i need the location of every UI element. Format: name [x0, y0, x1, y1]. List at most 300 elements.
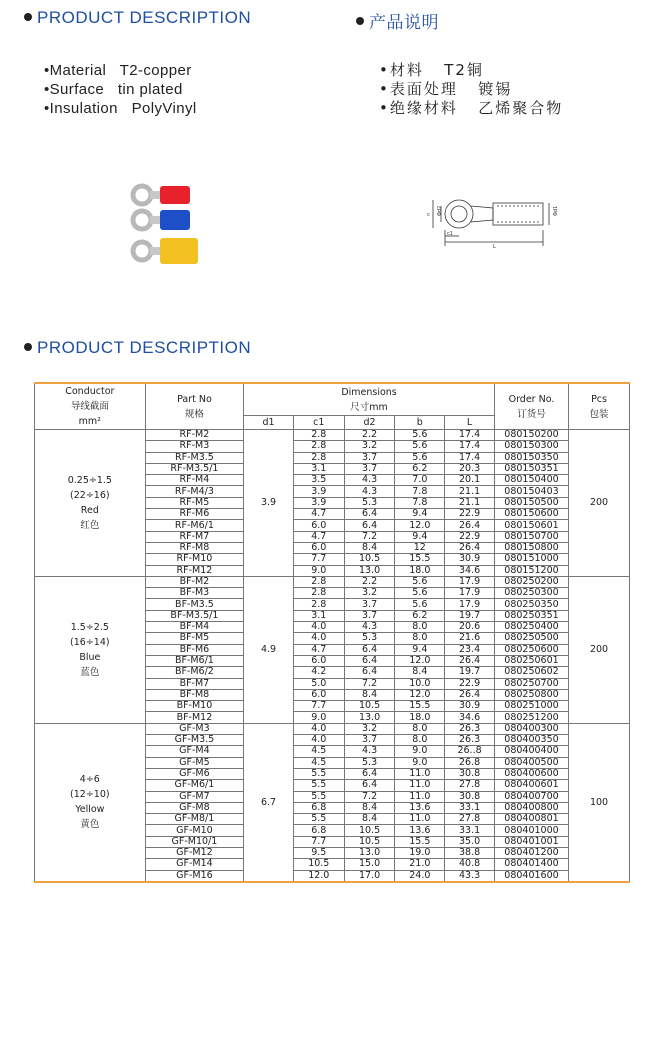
- b-cell: 5.6: [395, 576, 445, 587]
- header-pcs-en: Pcs: [591, 393, 607, 405]
- l-cell: 17.9: [445, 599, 495, 610]
- b-cell: 12.0: [395, 689, 445, 700]
- order-no-cell: 080251000: [494, 701, 568, 712]
- part-no-cell: GF-M10: [145, 825, 243, 836]
- part-no-cell: GF-M8: [145, 802, 243, 813]
- bullet-icon: [24, 13, 32, 21]
- conductor-range: 4÷6: [79, 774, 100, 786]
- b-cell: 12: [395, 542, 445, 553]
- c1-cell: 7.7: [293, 701, 344, 712]
- conductor-range: 0.25÷1.5: [67, 474, 112, 486]
- l-cell: 17.4: [445, 430, 495, 441]
- part-no-cell: BF-M12: [145, 712, 243, 723]
- order-no-cell: 080400601: [494, 780, 568, 791]
- l-cell: 30.9: [445, 554, 495, 565]
- spec-en-item: [44, 61, 197, 80]
- order-no-cell: 080401600: [494, 870, 568, 882]
- order-no-cell: 080250700: [494, 678, 568, 689]
- b-cell: 13.6: [395, 802, 445, 813]
- c1-cell: 5.5: [293, 780, 344, 791]
- conductor-color-cn: 红色: [80, 519, 100, 531]
- c1-cell: 6.0: [293, 542, 344, 553]
- l-cell: 27.8: [445, 780, 495, 791]
- spec-en-item: [44, 99, 197, 118]
- c1-cell: 4.7: [293, 644, 344, 655]
- l-cell: 38.8: [445, 847, 495, 858]
- l-cell: 26.3: [445, 723, 495, 734]
- ring-terminal-ring: [133, 242, 151, 260]
- spec-cn-label: 材料: [389, 61, 424, 79]
- order-no-cell: 080150400: [494, 475, 568, 486]
- part-no-cell: GF-M12: [145, 847, 243, 858]
- pcs-cell: 200: [569, 576, 630, 723]
- l-cell: 34.6: [445, 565, 495, 576]
- d2-cell: 17.0: [344, 870, 395, 882]
- order-no-cell: 080250300: [494, 588, 568, 599]
- order-no-cell: 080400350: [494, 735, 568, 746]
- c1-cell: 4.0: [293, 735, 344, 746]
- d2-cell: 8.4: [344, 814, 395, 825]
- conductor-awg: (22÷16): [70, 489, 110, 501]
- part-no-cell: RF-M7: [145, 531, 243, 542]
- header-conductor-unit: mm²: [78, 416, 101, 427]
- part-no-cell: BF-M8: [145, 689, 243, 700]
- order-no-cell: 080150300: [494, 441, 568, 452]
- header-order-cn: 订货号: [517, 408, 546, 420]
- c1-cell: 2.8: [293, 576, 344, 587]
- heading-text-2: PRODUCT DESCRIPTION: [37, 338, 252, 357]
- l-cell: 26.4: [445, 542, 495, 553]
- l-cell: 20.3: [445, 463, 495, 474]
- l-cell: 22.9: [445, 678, 495, 689]
- b-cell: 18.0: [395, 712, 445, 723]
- l-cell: 21.6: [445, 633, 495, 644]
- order-no-cell: 080150700: [494, 531, 568, 542]
- d2-cell: 8.4: [344, 542, 395, 553]
- d2-cell: 3.2: [344, 723, 395, 734]
- d2-cell: 5.3: [344, 633, 395, 644]
- label-d1: Φd1: [553, 205, 559, 216]
- l-cell: 27.8: [445, 814, 495, 825]
- d2-cell: 2.2: [344, 430, 395, 441]
- part-no-cell: BF-M3: [145, 588, 243, 599]
- order-no-cell: 080400400: [494, 746, 568, 757]
- ring-terminal-sleeve: [160, 238, 198, 264]
- table-row: [35, 430, 630, 441]
- specs-list-en: [44, 61, 197, 118]
- part-no-cell: RF-M5: [145, 497, 243, 508]
- b-cell: 19.0: [395, 847, 445, 858]
- part-no-cell: RF-M3.5: [145, 452, 243, 463]
- l-cell: 33.1: [445, 825, 495, 836]
- order-no-cell: 080401400: [494, 859, 568, 870]
- spec-cn-value: 乙烯聚合物: [478, 99, 564, 117]
- spec-cn-value: 镀锡: [478, 80, 513, 98]
- header-order-en: Order No.: [508, 393, 555, 405]
- b-cell: 5.6: [395, 588, 445, 599]
- c1-cell: 9.5: [293, 847, 344, 858]
- spec-cn-value: T2铜: [444, 61, 484, 79]
- c1-cell: 2.8: [293, 599, 344, 610]
- order-no-cell: 080150600: [494, 509, 568, 520]
- d2-cell: 6.4: [344, 655, 395, 666]
- conductor-cell: [35, 430, 146, 577]
- c1-cell: 4.0: [293, 723, 344, 734]
- d1-cell: 4.9: [244, 576, 294, 723]
- heading-text: PRODUCT DESCRIPTION: [37, 8, 252, 27]
- table-row: [35, 576, 630, 587]
- d2-cell: 3.7: [344, 599, 395, 610]
- d2-cell: 13.0: [344, 565, 395, 576]
- part-no-cell: BF-M3.5: [145, 599, 243, 610]
- part-no-cell: BF-M10: [145, 701, 243, 712]
- label-c1: c1: [447, 231, 453, 237]
- d2-cell: 6.4: [344, 768, 395, 779]
- d2-cell: 13.0: [344, 847, 395, 858]
- d2-cell: 5.3: [344, 497, 395, 508]
- d2-cell: 3.2: [344, 588, 395, 599]
- header-c1: c1: [293, 416, 344, 430]
- d2-cell: 3.7: [344, 610, 395, 621]
- order-no-cell: 080150800: [494, 542, 568, 553]
- ring-hole: [451, 206, 467, 222]
- spec-cn-label: 表面处理: [389, 80, 458, 98]
- c1-cell: 5.0: [293, 678, 344, 689]
- product-description-heading-cn: [356, 8, 439, 33]
- l-cell: 26.4: [445, 689, 495, 700]
- part-no-cell: GF-M8/1: [145, 814, 243, 825]
- c1-cell: 4.0: [293, 622, 344, 633]
- ring-outline: [445, 200, 473, 228]
- b-cell: 15.5: [395, 701, 445, 712]
- conductor-color-en: Blue: [79, 651, 101, 663]
- part-no-cell: GF-M3: [145, 723, 243, 734]
- d2-cell: 7.2: [344, 531, 395, 542]
- order-no-cell: 080150500: [494, 497, 568, 508]
- part-no-cell: GF-M4: [145, 746, 243, 757]
- c1-cell: 5.5: [293, 768, 344, 779]
- b-cell: 5.6: [395, 441, 445, 452]
- b-cell: 15.5: [395, 836, 445, 847]
- c1-cell: 7.7: [293, 554, 344, 565]
- c1-cell: 4.7: [293, 509, 344, 520]
- l-cell: 21.1: [445, 497, 495, 508]
- part-no-cell: GF-M5: [145, 757, 243, 768]
- b-cell: 12.0: [395, 520, 445, 531]
- d1-cell: 6.7: [244, 723, 294, 881]
- label-d2: Φd2: [437, 205, 443, 216]
- l-cell: 26.8: [445, 757, 495, 768]
- header-dimensions-en: Dimensions: [341, 386, 397, 398]
- d2-cell: 4.3: [344, 622, 395, 633]
- header-b: b: [395, 416, 445, 430]
- d2-cell: 10.5: [344, 701, 395, 712]
- d2-cell: 10.5: [344, 825, 395, 836]
- l-cell: 20.1: [445, 475, 495, 486]
- d2-cell: 3.7: [344, 463, 395, 474]
- ring-terminal-sleeve: [160, 186, 190, 204]
- c1-cell: 12.0: [293, 870, 344, 882]
- ring-terminals-photo: [128, 183, 208, 273]
- c1-cell: 3.1: [293, 463, 344, 474]
- c1-cell: 9.0: [293, 712, 344, 723]
- l-cell: 20.6: [445, 622, 495, 633]
- order-no-cell: 080400500: [494, 757, 568, 768]
- header-dimensions: [244, 383, 495, 416]
- part-no-cell: BF-M6/1: [145, 655, 243, 666]
- b-cell: 9.4: [395, 531, 445, 542]
- part-no-cell: BF-M6: [145, 644, 243, 655]
- order-no-cell: 080401200: [494, 847, 568, 858]
- header-part: [145, 383, 243, 430]
- b-cell: 11.0: [395, 791, 445, 802]
- bullet-icon: [356, 17, 364, 25]
- order-no-cell: 080150351: [494, 463, 568, 474]
- b-cell: 13.6: [395, 825, 445, 836]
- ring-terminal-2: [133, 238, 198, 264]
- l-cell: 21.1: [445, 486, 495, 497]
- b-cell: 8.0: [395, 723, 445, 734]
- label-c: c: [427, 212, 430, 218]
- l-cell: 17.4: [445, 452, 495, 463]
- d2-cell: 3.7: [344, 735, 395, 746]
- c1-cell: 3.9: [293, 486, 344, 497]
- header-part-cn: 规格: [184, 408, 204, 420]
- part-no-cell: GF-M6/1: [145, 780, 243, 791]
- d2-cell: 10.5: [344, 836, 395, 847]
- d2-cell: 6.4: [344, 644, 395, 655]
- order-no-cell: 080250601: [494, 655, 568, 666]
- part-no-cell: BF-M5: [145, 633, 243, 644]
- part-no-cell: RF-M6/1: [145, 520, 243, 531]
- part-no-cell: BF-M3.5/1: [145, 610, 243, 621]
- c1-cell: 7.7: [293, 836, 344, 847]
- c1-cell: 2.8: [293, 452, 344, 463]
- order-no-cell: 080250600: [494, 644, 568, 655]
- header-d2: d2: [344, 416, 395, 430]
- header-pcs: [569, 383, 630, 430]
- b-cell: 5.6: [395, 452, 445, 463]
- d2-cell: 4.3: [344, 486, 395, 497]
- b-cell: 11.0: [395, 780, 445, 791]
- order-no-cell: 080250351: [494, 610, 568, 621]
- d2-cell: 13.0: [344, 712, 395, 723]
- c1-cell: 3.5: [293, 475, 344, 486]
- spec-cn-item: [379, 80, 563, 99]
- b-cell: 5.6: [395, 599, 445, 610]
- part-no-cell: GF-M14: [145, 859, 243, 870]
- d2-cell: 5.3: [344, 757, 395, 768]
- order-no-cell: 080400600: [494, 768, 568, 779]
- b-cell: 9.0: [395, 757, 445, 768]
- part-no-cell: RF-M10: [145, 554, 243, 565]
- l-cell: 26.4: [445, 655, 495, 666]
- b-cell: 8.0: [395, 622, 445, 633]
- label-l: L: [493, 244, 496, 250]
- d2-cell: 6.4: [344, 520, 395, 531]
- order-no-cell: 080250400: [494, 622, 568, 633]
- d2-cell: 15.0: [344, 859, 395, 870]
- part-no-cell: GF-M16: [145, 870, 243, 882]
- header-order: [494, 383, 568, 430]
- header-conductor-cn: 导线截面: [70, 401, 109, 412]
- spec-en-value: tin plated: [117, 81, 183, 98]
- order-no-cell: 080150200: [494, 430, 568, 441]
- conductor-cell: [35, 723, 146, 881]
- part-no-cell: RF-M4/3: [145, 486, 243, 497]
- d2-cell: 10.5: [344, 554, 395, 565]
- conductor-color-en: Yellow: [75, 804, 105, 816]
- ring-terminal-1: [133, 210, 190, 230]
- header-conductor: [35, 383, 146, 430]
- b-cell: 9.0: [395, 746, 445, 757]
- specs-list-cn: [379, 61, 563, 118]
- order-no-cell: 080251200: [494, 712, 568, 723]
- d2-cell: 4.3: [344, 475, 395, 486]
- part-no-cell: RF-M6: [145, 509, 243, 520]
- d2-cell: 4.3: [344, 746, 395, 757]
- table-row: [35, 723, 630, 734]
- l-cell: 26..8: [445, 746, 495, 757]
- b-cell: 6.2: [395, 463, 445, 474]
- l-cell: 35.0: [445, 836, 495, 847]
- order-no-cell: 080401001: [494, 836, 568, 847]
- d2-cell: 6.4: [344, 509, 395, 520]
- part-no-cell: RF-M12: [145, 565, 243, 576]
- l-cell: 30.8: [445, 791, 495, 802]
- l-cell: 22.9: [445, 531, 495, 542]
- d2-cell: 2.2: [344, 576, 395, 587]
- l-cell: 43.3: [445, 870, 495, 882]
- c1-cell: 5.5: [293, 791, 344, 802]
- c1-cell: 3.1: [293, 610, 344, 621]
- dimensions-table: [34, 382, 630, 883]
- b-cell: 7.8: [395, 486, 445, 497]
- spec-cn-item: [379, 61, 563, 80]
- heading-text-cn: 产品说明: [369, 13, 439, 33]
- part-no-cell: RF-M3: [145, 441, 243, 452]
- b-cell: 18.0: [395, 565, 445, 576]
- b-cell: 12.0: [395, 655, 445, 666]
- spec-en-label: Insulation: [49, 100, 118, 117]
- b-cell: 8.4: [395, 667, 445, 678]
- l-cell: 17.9: [445, 588, 495, 599]
- header-pcs-cn: 包装: [589, 408, 609, 420]
- order-no-cell: 080401000: [494, 825, 568, 836]
- part-no-cell: BF-M6/2: [145, 667, 243, 678]
- spec-en-value: PolyVinyl: [131, 100, 197, 117]
- c1-cell: 5.5: [293, 814, 344, 825]
- b-cell: 21.0: [395, 859, 445, 870]
- conductor-awg: (12÷10): [70, 789, 110, 801]
- b-cell: 8.0: [395, 633, 445, 644]
- b-cell: 10.0: [395, 678, 445, 689]
- header-conductor-en: Conductor: [65, 386, 115, 397]
- spec-en-value: T2-copper: [119, 62, 192, 79]
- order-no-cell: 080150350: [494, 452, 568, 463]
- ring-terminal-0: [133, 186, 190, 204]
- ring-terminal-ring: [133, 211, 151, 229]
- order-no-cell: 080250800: [494, 689, 568, 700]
- d2-cell: 8.4: [344, 689, 395, 700]
- l-cell: 30.9: [445, 701, 495, 712]
- b-cell: 8.0: [395, 735, 445, 746]
- l-cell: 26.3: [445, 735, 495, 746]
- order-no-cell: 080250350: [494, 599, 568, 610]
- c1-cell: 4.5: [293, 746, 344, 757]
- b-cell: 7.8: [395, 497, 445, 508]
- c1-cell: 4.5: [293, 757, 344, 768]
- d1-cell: 3.9: [244, 430, 294, 577]
- spec-en-label: Material: [49, 62, 107, 79]
- conductor-color-cn: 蓝色: [80, 666, 100, 678]
- c1-cell: 3.9: [293, 497, 344, 508]
- c1-cell: 6.0: [293, 689, 344, 700]
- d2-cell: 3.2: [344, 441, 395, 452]
- header-l: L: [445, 416, 495, 430]
- c1-cell: 2.8: [293, 430, 344, 441]
- c1-cell: 6.8: [293, 802, 344, 813]
- c1-cell: 4.0: [293, 633, 344, 644]
- neck-outline: [471, 206, 493, 222]
- order-no-cell: 080250500: [494, 633, 568, 644]
- b-cell: 24.0: [395, 870, 445, 882]
- c1-cell: 6.0: [293, 655, 344, 666]
- b-cell: 5.6: [395, 430, 445, 441]
- b-cell: 15.5: [395, 554, 445, 565]
- c1-cell: 9.0: [293, 565, 344, 576]
- order-no-cell: 080150403: [494, 486, 568, 497]
- part-no-cell: RF-M4: [145, 475, 243, 486]
- b-cell: 11.0: [395, 814, 445, 825]
- product-description-heading-2: [24, 338, 251, 358]
- spec-en-item: [44, 80, 197, 99]
- b-cell: 11.0: [395, 768, 445, 779]
- order-no-cell: 080400700: [494, 791, 568, 802]
- l-cell: 17.9: [445, 576, 495, 587]
- conductor-color-en: Red: [80, 504, 99, 516]
- bullet-icon: [24, 343, 32, 351]
- l-cell: 19.7: [445, 610, 495, 621]
- conductor-awg: (16÷14): [70, 636, 110, 648]
- order-no-cell: 080151200: [494, 565, 568, 576]
- d2-cell: 6.4: [344, 667, 395, 678]
- part-no-cell: RF-M2: [145, 430, 243, 441]
- d2-cell: 6.4: [344, 780, 395, 791]
- c1-cell: 2.8: [293, 441, 344, 452]
- table-body: [35, 430, 630, 882]
- pcs-cell: 100: [569, 723, 630, 881]
- c1-cell: 4.2: [293, 667, 344, 678]
- part-no-cell: BF-M2: [145, 576, 243, 587]
- part-no-cell: GF-M3.5: [145, 735, 243, 746]
- header-d1: d1: [244, 416, 294, 430]
- ring-terminal-drawing: [413, 192, 573, 252]
- conductor-color-cn: 黄色: [80, 819, 100, 831]
- b-cell: 9.4: [395, 644, 445, 655]
- l-cell: 23.4: [445, 644, 495, 655]
- spec-cn-label: 绝缘材料: [389, 99, 458, 117]
- part-no-cell: RF-M3.5/1: [145, 463, 243, 474]
- d2-cell: 7.2: [344, 678, 395, 689]
- l-cell: 22.9: [445, 509, 495, 520]
- ring-terminal-sleeve: [160, 210, 190, 230]
- order-no-cell: 080400800: [494, 802, 568, 813]
- conductor-range: 1.5÷2.5: [70, 621, 109, 633]
- b-cell: 6.2: [395, 610, 445, 621]
- c1-cell: 10.5: [293, 859, 344, 870]
- l-cell: 34.6: [445, 712, 495, 723]
